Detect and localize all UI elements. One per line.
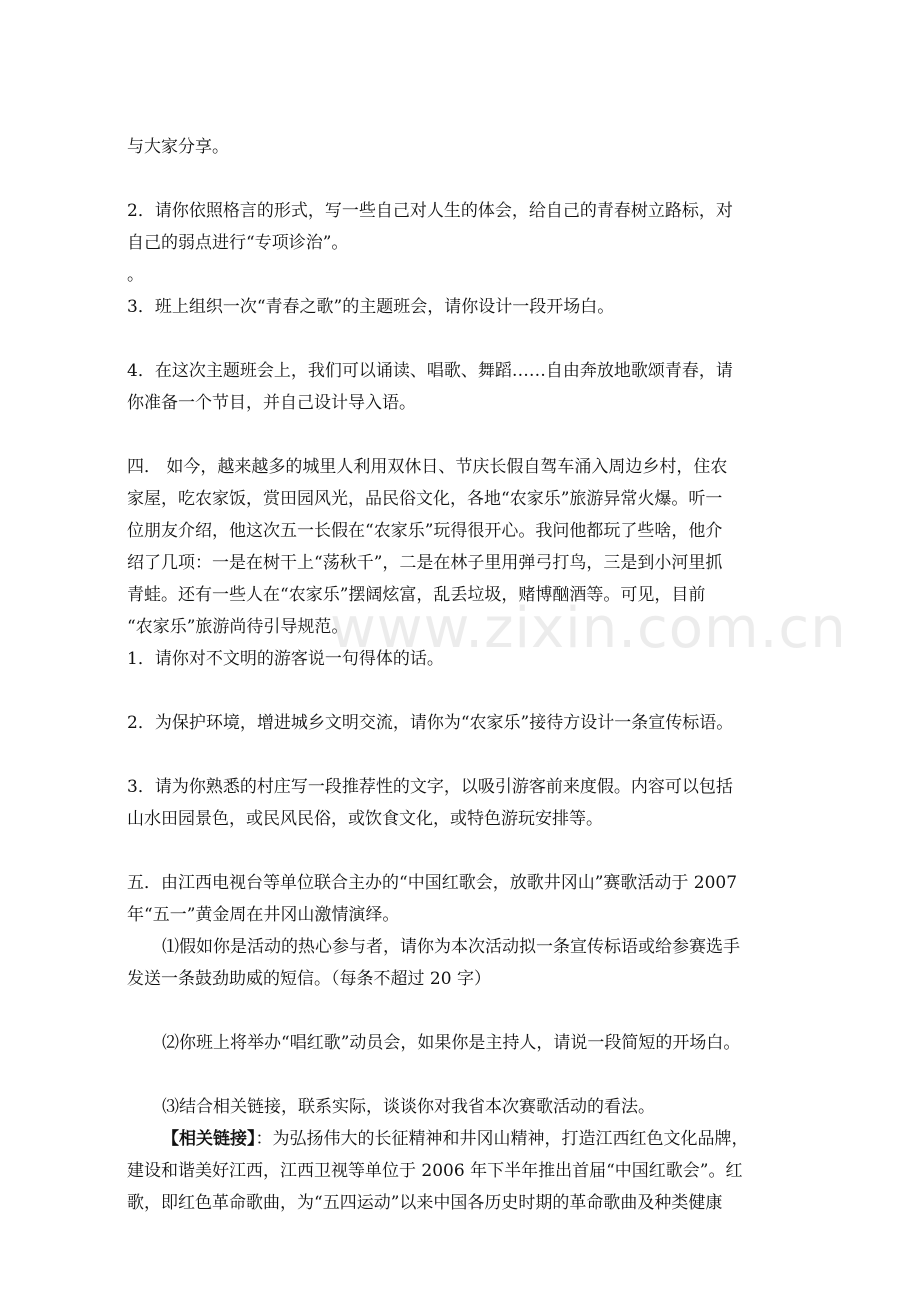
text-line-12: 青蛙。还有一些人在“农家乐”摆阔炫富，乱丢垃圾，赌博酗酒等。可见，目前: [127, 585, 706, 605]
text-line-11: 绍了几项：一是在树干上“荡秋千”，二是在林子里用弹弓打鸟，三是到小河里抓: [127, 553, 723, 573]
text-line-22: ⑵你班上将举办“唱红歌”动员会，如果你是主持人，请说一段简短的开场白。: [162, 1033, 741, 1053]
text-line-10: 位朋友介绍，他这次五一长假在“农家乐”玩得很开心。我问他都玩了些啥，他介: [127, 521, 723, 541]
text-line-1: 与大家分享。: [127, 137, 229, 157]
text-line-14: 1．请你对不文明的游客说一句得体的话。: [127, 649, 444, 669]
text-line-24: [162, 1124, 842, 1154]
text-line-15: 2．为保护环境，增进城乡文明交流，请你为“农家乐”接待方设计一条宣传标语。: [127, 713, 734, 733]
text-line-4: 。: [127, 265, 144, 285]
text-line-19: 年“五一”黄金周在井冈山激情演绎。: [127, 905, 400, 925]
text-line-21: 发送一条鼓劲助威的短信。（每条不超过 20 字）: [127, 969, 491, 989]
text-line-23: ⑶结合相关链接，联系实际，谈谈你对我省本次赛歌活动的看法。: [162, 1097, 655, 1117]
text-line-2: 2．请你依照格言的形式，写一些自己对人生的体会，给自己的青春树立路标，对: [127, 201, 733, 221]
text-line-20: ⑴假如你是活动的热心参与者，请你为本次活动拟一条宣传标语或给参赛选手: [162, 937, 740, 957]
text-line-7: 你准备一个节目，并自己设计导入语。: [127, 393, 416, 413]
text-line-18: 五．由江西电视台等单位联合主办的“中国红歌会，放歌井冈山”赛歌活动于 2007: [127, 873, 738, 893]
text-line-5: 3．班上组织一次“青春之歌”的主题班会，请你设计一段开场白。: [127, 297, 615, 317]
related-links-label: 【相关链接】: [162, 1129, 256, 1149]
text-line-16: 3．请为你熟悉的村庄写一段推荐性的文字，以吸引游客前来度假。内容可以包括: [127, 777, 733, 797]
watermark-text: www.zixin.com.cn: [330, 596, 847, 661]
text-line-13: “农家乐”旅游尚待引导规范。: [127, 617, 349, 637]
related-links-text: ：为弘扬伟大的长征精神和井冈山精神，打造江西红色文化品牌，: [255, 1129, 749, 1149]
text-line-3: 自己的弱点进行“专项诊治”。: [127, 233, 349, 253]
text-line-8: 四． 如今，越来越多的城里人利用双休日、节庆长假自驾车涌入周边乡村，住农: [127, 457, 728, 477]
text-line-6: 4．在这次主题班会上，我们可以诵读、唱歌、舞蹈……自由奔放地歌颂青春，请: [127, 361, 733, 381]
text-line-9: 家屋，吃农家饭，赏田园风光，品民俗文化，各地“农家乐”旅游异常火爆。听一: [127, 489, 723, 509]
text-line-26: 歌，即红色革命歌曲，为“五四运动”以来中国各历史时期的革命歌曲及种类健康: [127, 1193, 723, 1213]
text-line-25: 建设和谐美好江西，江西卫视等单位于 2006 年下半年推出首届“中国红歌会”。红: [127, 1161, 743, 1181]
text-line-17: 山水田园景色，或民风民俗，或饮食文化，或特色游玩安排等。: [127, 809, 603, 829]
